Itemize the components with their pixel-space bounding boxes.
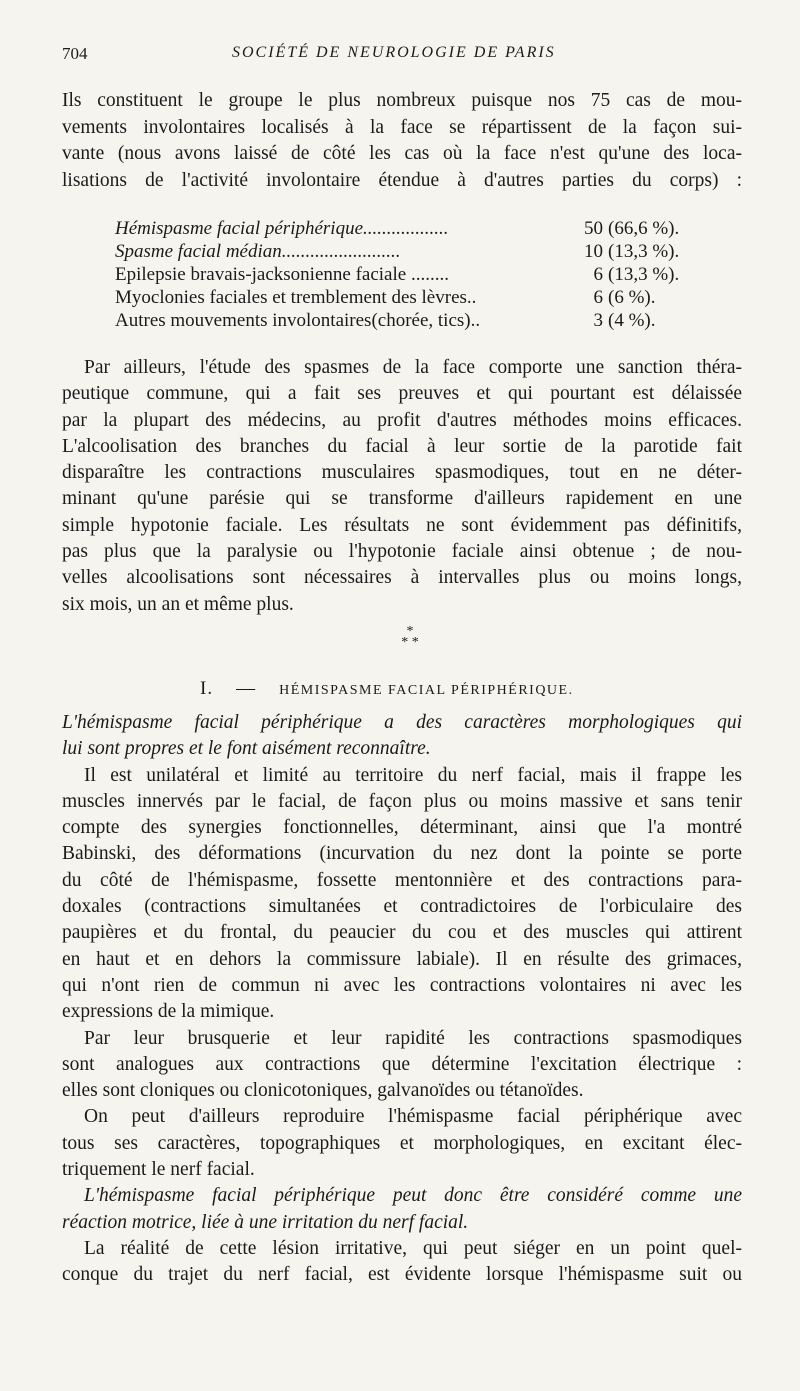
row-label: Spasme facial médian.........................: [115, 241, 401, 262]
row-percent: (6 %).: [608, 287, 656, 308]
text-line: On peut d'ailleurs reproduire l'hémispasme facial périphérique avec: [84, 1106, 742, 1128]
hemispasm-paragraphs: [62, 710, 742, 1289]
row-label: Epilepsie bravais-jacksonienne faciale ........: [115, 264, 449, 285]
text-line: sont analogues aux contractions que détermine l'excitation électrique :: [62, 1053, 742, 1075]
text-line: vante (nous avons laissé de côté les cas où la face n'est qu'une des loca-: [62, 143, 742, 165]
row-percent: (66,6 %).: [608, 218, 680, 239]
section-title-text: HÉMISPASME FACIAL PÉRIPHÉRIQUE.: [279, 683, 574, 698]
text-line: La réalité de cette lésion irritative, qui peut siéger en un point quel-: [84, 1237, 742, 1259]
text-line: L'hémispasme facial périphérique a des caractères morphologiques qui: [62, 712, 742, 733]
text-line: simple hypotonie faciale. Les résultats ne sont évidemment pas définitifs,: [62, 514, 742, 536]
therapy-paragraph: [62, 355, 742, 618]
text-line: Il est unilatéral et limité au territoire du nerf facial, mais il frappe les: [84, 764, 742, 786]
text-line: velles alcoolisations sont nécessaires à intervalles plus ou moins longs,: [62, 567, 742, 589]
row-count: 6: [593, 287, 603, 308]
table-row: [115, 310, 725, 333]
row-count: 10: [584, 241, 603, 262]
text-line: L'hémispasme facial périphérique peut donc être considéré comme une: [84, 1185, 742, 1207]
section-dash: —: [236, 678, 257, 699]
text-line: conque du trajet du nerf facial, est évidente lorsque l'hémispasme suit ou: [62, 1264, 742, 1286]
text-line: par la plupart des médecins, au profit d'autres méthodes moins efficaces.: [62, 409, 742, 431]
text-line: triquement le nerf facial.: [62, 1159, 255, 1181]
text-line: Babinski, des déformations (incurvation du nez dont la pointe se porte: [62, 843, 742, 865]
text-line: pas plus que la paralysie ou l'hypotonie faciale ainsi obtenue ; de nou-: [62, 541, 742, 563]
text-line: L'alcoolisation des branches du facial à leur sortie de la parotide fait: [62, 435, 742, 457]
section-number: I.: [200, 678, 214, 699]
text-line: Par leur brusquerie et leur rapidité les contractions spasmodiques: [84, 1027, 742, 1049]
text-line: vements involontaires localisés à la face se répartissent de la façon sui-: [62, 116, 742, 138]
row-count: 3: [593, 310, 603, 331]
text-line: lisations de l'activité involontaire étendue à d'autres parties du corps) :: [62, 169, 742, 191]
text-line: tous ses caractères, topographiques et morphologiques, en excitant élec-: [62, 1132, 742, 1154]
row-percent: (13,3 %).: [608, 241, 680, 262]
table-row: [115, 264, 725, 287]
table-row: [115, 287, 725, 310]
row-percent: (13,3 %).: [608, 264, 680, 285]
page-number: 704: [62, 44, 88, 63]
text-line: du côté de l'hémispasme, fossette mentonnière et des contractions para-: [62, 869, 742, 891]
text-line: compte des synergies fonctionnelles, déterminant, ainsi que l'a montré: [62, 817, 742, 839]
text-line: Ils constituent le groupe le plus nombreux puisque nos 75 cas de mou-: [62, 90, 742, 111]
text-line: réaction motrice, liée à une irritation du nerf facial.: [62, 1211, 469, 1233]
text-line: doxales (contractions simultanées et contradictoires de l'orbiculaire des: [62, 896, 742, 918]
text-line: expressions de la mimique.: [62, 1001, 275, 1023]
row-label: Autres mouvements involontaires(chorée, tics)..: [115, 310, 481, 331]
text-line: muscles innervés par le facial, de façon plus ou moins massive et sans tenir: [62, 790, 742, 812]
table-row: [115, 241, 725, 264]
text-line: Par ailleurs, l'étude des spasmes de la face comporte une sanction théra-: [84, 357, 742, 378]
section-heading: [200, 678, 680, 700]
row-label: Myoclonies faciales et tremblement des lèvres..: [115, 287, 477, 308]
text-line: six mois, un an et même plus.: [62, 593, 294, 615]
table-row: [115, 218, 725, 241]
text-line: en haut et en dehors la commissure labiale). Il en résulte des grimaces,: [62, 948, 742, 970]
running-title: SOCIÉTÉ DE NEUROLOGIE DE PARIS: [232, 44, 556, 61]
row-percent: (4 %).: [608, 310, 656, 331]
text-line: qui n'ont rien de commun ni avec les contractions volontaires ni avec les: [62, 974, 742, 996]
section-separator: * * *: [401, 624, 419, 650]
text-line: disparaître les contractions musculaires spasmodiques, tout en ne déter-: [62, 462, 742, 484]
text-line: elles sont cloniques ou clonicotoniques, galvanoïdes ou tétanoïdes.: [62, 1080, 584, 1102]
text-line: minant qu'une parésie qui se transforme d'ailleurs rapidement en une: [62, 488, 742, 510]
text-line: paupières et du frontal, du peaucier du cou et des muscles qui attirent: [62, 922, 742, 944]
intro-paragraph: [62, 88, 742, 194]
row-label: Hémispasme facial périphérique..................: [115, 218, 449, 239]
text-line: lui sont propres et le font aisément reconnaître.: [62, 738, 431, 760]
row-count: 50: [584, 218, 603, 239]
row-count: 6: [593, 264, 603, 285]
text-line: peutique commune, qui a fait ses preuves et qui pourtant est délaissée: [62, 383, 742, 405]
running-header: [62, 44, 762, 68]
statistics-table: [115, 218, 725, 333]
